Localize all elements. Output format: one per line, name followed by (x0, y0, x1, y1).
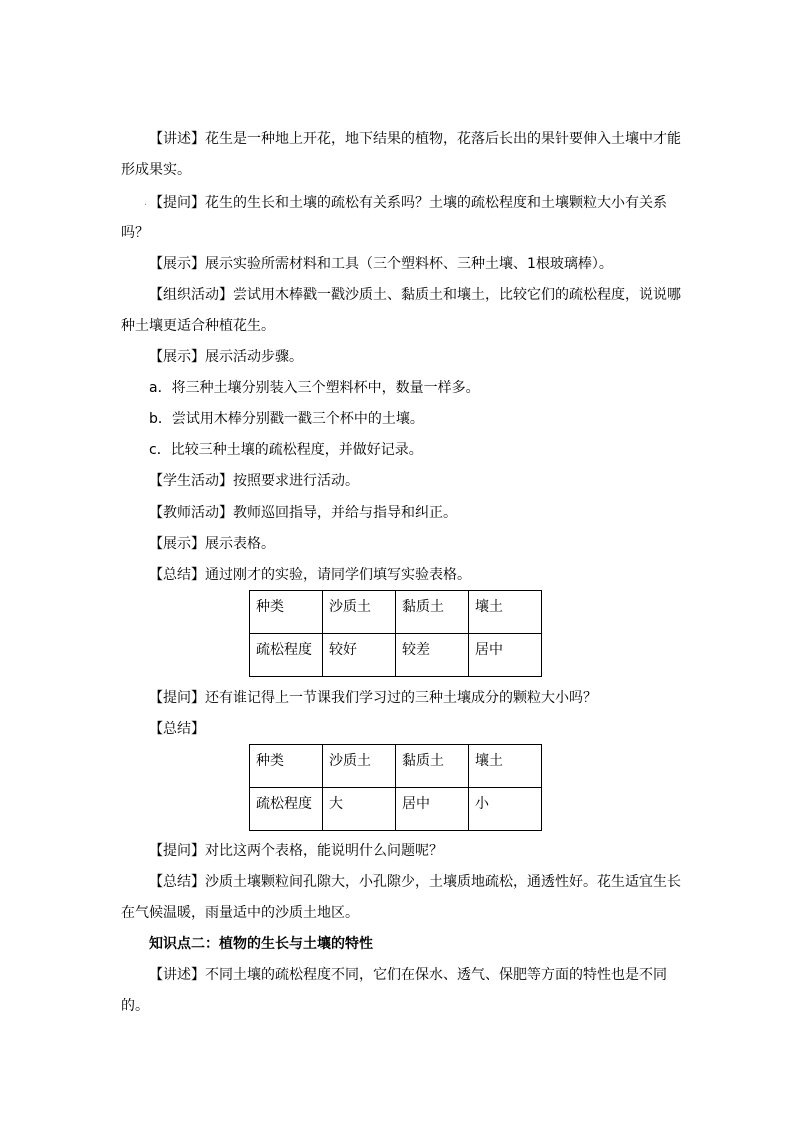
paragraph (121, 249, 681, 280)
table-cell: 疏松程度 (250, 634, 323, 677)
paragraph (121, 124, 681, 155)
table-cell: 较差 (396, 634, 469, 677)
paragraph (121, 683, 681, 714)
table-cell: 较好 (323, 634, 396, 677)
table-row (250, 745, 542, 788)
paragraph (121, 960, 681, 991)
paragraph (121, 991, 681, 1022)
table-row (250, 788, 542, 831)
table-cell: 黏质土 (396, 591, 469, 634)
table-cell: 沙质土 (323, 745, 396, 788)
result-table-2 (249, 744, 542, 831)
paragraph (121, 560, 681, 591)
paragraph (121, 714, 681, 745)
paragraph (121, 342, 681, 373)
paragraph-text: 【展示】展示活动步骤。 (149, 349, 303, 365)
list-item-text: a．将三种土壤分别装入三个塑料杯中，数量一样多。 (149, 380, 480, 396)
paragraph-text: 的。 (121, 998, 149, 1014)
paragraph-text: 吗？ (121, 225, 149, 241)
table-cell: 小 (469, 788, 542, 831)
table-cell: 沙质土 (323, 591, 396, 634)
paragraph (121, 311, 681, 342)
paragraph-text: 【提问】还有谁记得上一节课我们学习过的三种土壤成分的颗粒大小吗？ (149, 690, 597, 706)
paragraph-text: 【讲述】不同土壤的疏松程度不同，它们在保水、透气、保肥等方面的特性也是不同 (149, 967, 667, 983)
paragraph-text: 【组织活动】尝试用木棒戳一戳沙质土、黏质土和壤土，比较它们的疏松程度，说说哪 (149, 287, 681, 303)
paragraph-text: 【总结】沙质土壤颗粒间孔隙大，小孔隙少，土壤质地疏松，通透性好。花生适宜生长 (149, 874, 681, 890)
paragraph (121, 218, 681, 249)
table-cell: 居中 (469, 634, 542, 677)
paragraph-text: 【展示】展示表格。 (149, 536, 275, 552)
paragraph (121, 280, 681, 311)
paragraph (121, 187, 681, 219)
paragraph (121, 867, 681, 898)
paragraph-text: 【学生活动】按照要求进行活动。 (149, 473, 359, 489)
table-cell: 种类 (250, 591, 323, 634)
paragraph-text: 【提问】对比这两个表格，能说明什么问题呢？ (149, 843, 443, 859)
paragraph (121, 155, 681, 186)
paragraph-text: 【提问】花生的生长和土壤的疏松有关系吗？土壤的疏松程度和土壤颗粒大小有关系 (149, 195, 667, 211)
table-row (250, 591, 542, 634)
paragraph (121, 836, 681, 867)
table-cell: 种类 (250, 745, 323, 788)
paragraph-text: 在气候温暖，雨量适中的沙质土地区。 (121, 905, 359, 921)
result-table-1 (249, 590, 542, 677)
table-cell: 大 (323, 788, 396, 831)
section-heading (121, 929, 681, 960)
section-heading-text: 知识点二：植物的生长与土壤的特性 (149, 936, 373, 952)
table-row (250, 634, 542, 677)
paragraph-text: 【教师活动】教师巡回指导，并给与指导和纠正。 (149, 505, 457, 521)
paragraph-text: 【总结】通过刚才的实验，请同学们填写实验表格。 (149, 567, 471, 583)
table-cell: 黏质土 (396, 745, 469, 788)
paragraph-text: 【讲述】花生是一种地上开花，地下结果的植物，花落后长出的果针要伸入土壤中才能 (149, 131, 681, 147)
list-item (121, 404, 681, 435)
paragraph-text: 【展示】展示实验所需材料和工具（三个塑料杯、三种土壤、1根玻璃棒）。 (149, 256, 613, 272)
list-item-text: b．尝试用木棒分别戳一戳三个杯中的土壤。 (149, 411, 424, 427)
paragraph (121, 529, 681, 560)
table-cell: 居中 (396, 788, 469, 831)
list-item (121, 373, 681, 404)
list-item (121, 435, 681, 466)
table-cell: 壤土 (469, 591, 542, 634)
paragraph-text: 【总结】 (149, 721, 205, 737)
paragraph (121, 898, 681, 929)
bullet-marker-icon: . (144, 197, 148, 208)
list-item-text: c．比较三种土壤的疏松程度，并做好记录。 (149, 442, 423, 458)
paragraph-text: 种土壤更适合种植花生。 (121, 318, 275, 334)
table-cell: 壤土 (469, 745, 542, 788)
paragraph (121, 498, 681, 529)
table-cell: 疏松程度 (250, 788, 323, 831)
paragraph-text: 形成果实。 (121, 162, 191, 178)
paragraph (121, 466, 681, 497)
